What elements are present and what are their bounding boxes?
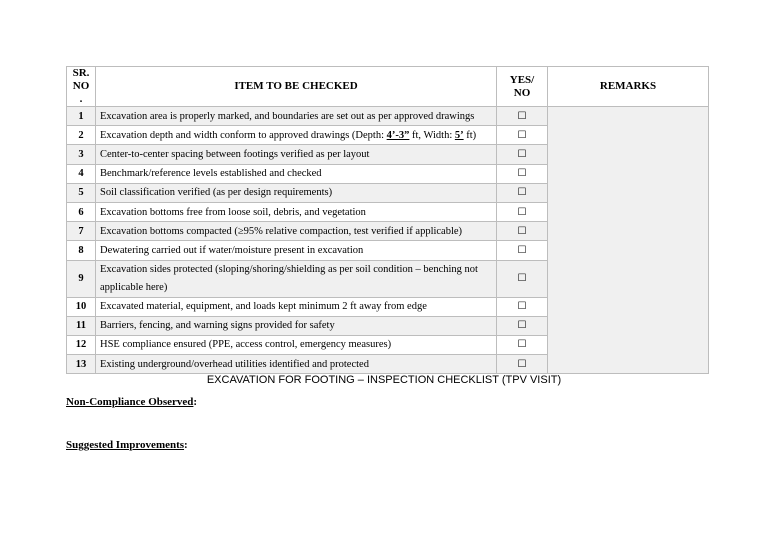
checkbox[interactable]: ☐ (497, 222, 548, 241)
table-header-row (67, 67, 709, 107)
row-item: Barriers, fencing, and warning signs provided for safety (96, 316, 497, 335)
checkbox[interactable]: ☐ (497, 107, 548, 126)
row-number: 5 (67, 183, 96, 202)
row-number: 4 (67, 164, 96, 183)
header-sr-no: SR. NO . (67, 67, 96, 107)
row-number: 12 (67, 335, 96, 354)
row-number: 8 (67, 241, 96, 260)
checkbox[interactable]: ☐ (497, 164, 548, 183)
header-item: ITEM TO BE CHECKED (96, 67, 497, 107)
inspection-checklist-table (66, 66, 709, 374)
suggested-improvements-label: Suggested Improvements (66, 439, 185, 451)
checkbox[interactable]: ☐ (497, 183, 548, 202)
checkbox[interactable]: ☐ (497, 316, 548, 335)
depth-value: 4’-3” (386, 129, 410, 141)
header-remarks: REMARKS (548, 67, 709, 107)
row-number: 11 (67, 316, 96, 335)
row-item: Excavation bottoms compacted (≥95% relative compaction, test verified if applicable) (96, 222, 497, 241)
checkbox[interactable]: ☐ (497, 297, 548, 316)
checkbox[interactable]: ☐ (497, 335, 548, 354)
row-number: 2 (67, 126, 96, 145)
item-text: Excavation depth and width conform to approved drawings (Depth: (100, 129, 387, 141)
row-item: HSE compliance ensured (PPE, access control, emergency measures) (96, 335, 497, 354)
row-item: Excavation bottoms free from loose soil, debris, and vegetation (96, 202, 497, 221)
checkbox[interactable]: ☐ (497, 145, 548, 164)
checkbox[interactable]: ☐ (497, 260, 548, 297)
row-number: 3 (67, 145, 96, 164)
colon: : (193, 396, 198, 408)
row-item: Dewatering carried out if water/moisture present in excavation (96, 241, 497, 260)
row-item: Soil classification verified (as per design requirements) (96, 183, 497, 202)
item-text: ft) (463, 129, 477, 141)
header-yes-no: YES/ NO (497, 67, 548, 107)
row-item: Existing underground/overhead utilities identified and protected (96, 355, 497, 374)
suggested-improvements-section (66, 439, 188, 451)
row-number: 1 (67, 107, 96, 126)
remarks-cell[interactable] (548, 107, 709, 374)
checkbox[interactable]: ☐ (497, 126, 548, 145)
row-number: 13 (67, 355, 96, 374)
row-item: Excavation area is properly marked, and boundaries are set out as per approved drawings (96, 107, 497, 126)
row-item: Center-to-center spacing between footings verified as per layout (96, 145, 497, 164)
row-item: Excavation sides protected (sloping/shoring/shielding as per soil condition – benching not applicable here) (96, 260, 497, 297)
row-item: Benchmark/reference levels established and checked (96, 164, 497, 183)
row-number: 9 (67, 260, 96, 297)
row-item: Excavated material, equipment, and loads kept minimum 2 ft away from edge (96, 297, 497, 316)
table-row (67, 107, 709, 126)
colon: : (184, 439, 188, 451)
checkbox[interactable]: ☐ (497, 202, 548, 221)
item-text: ft, Width: (409, 129, 455, 141)
non-compliance-section (66, 396, 197, 408)
row-number: 6 (67, 202, 96, 221)
row-item (96, 126, 497, 145)
checkbox[interactable]: ☐ (497, 241, 548, 260)
row-number: 7 (67, 222, 96, 241)
width-value: 5’ (454, 129, 464, 141)
row-number: 10 (67, 297, 96, 316)
non-compliance-label: Non-Compliance Observed (66, 396, 194, 408)
checkbox[interactable]: ☐ (497, 355, 548, 374)
table-caption: EXCAVATION FOR FOOTING – INSPECTION CHECKLIST (TPV VISIT) (206, 374, 562, 386)
